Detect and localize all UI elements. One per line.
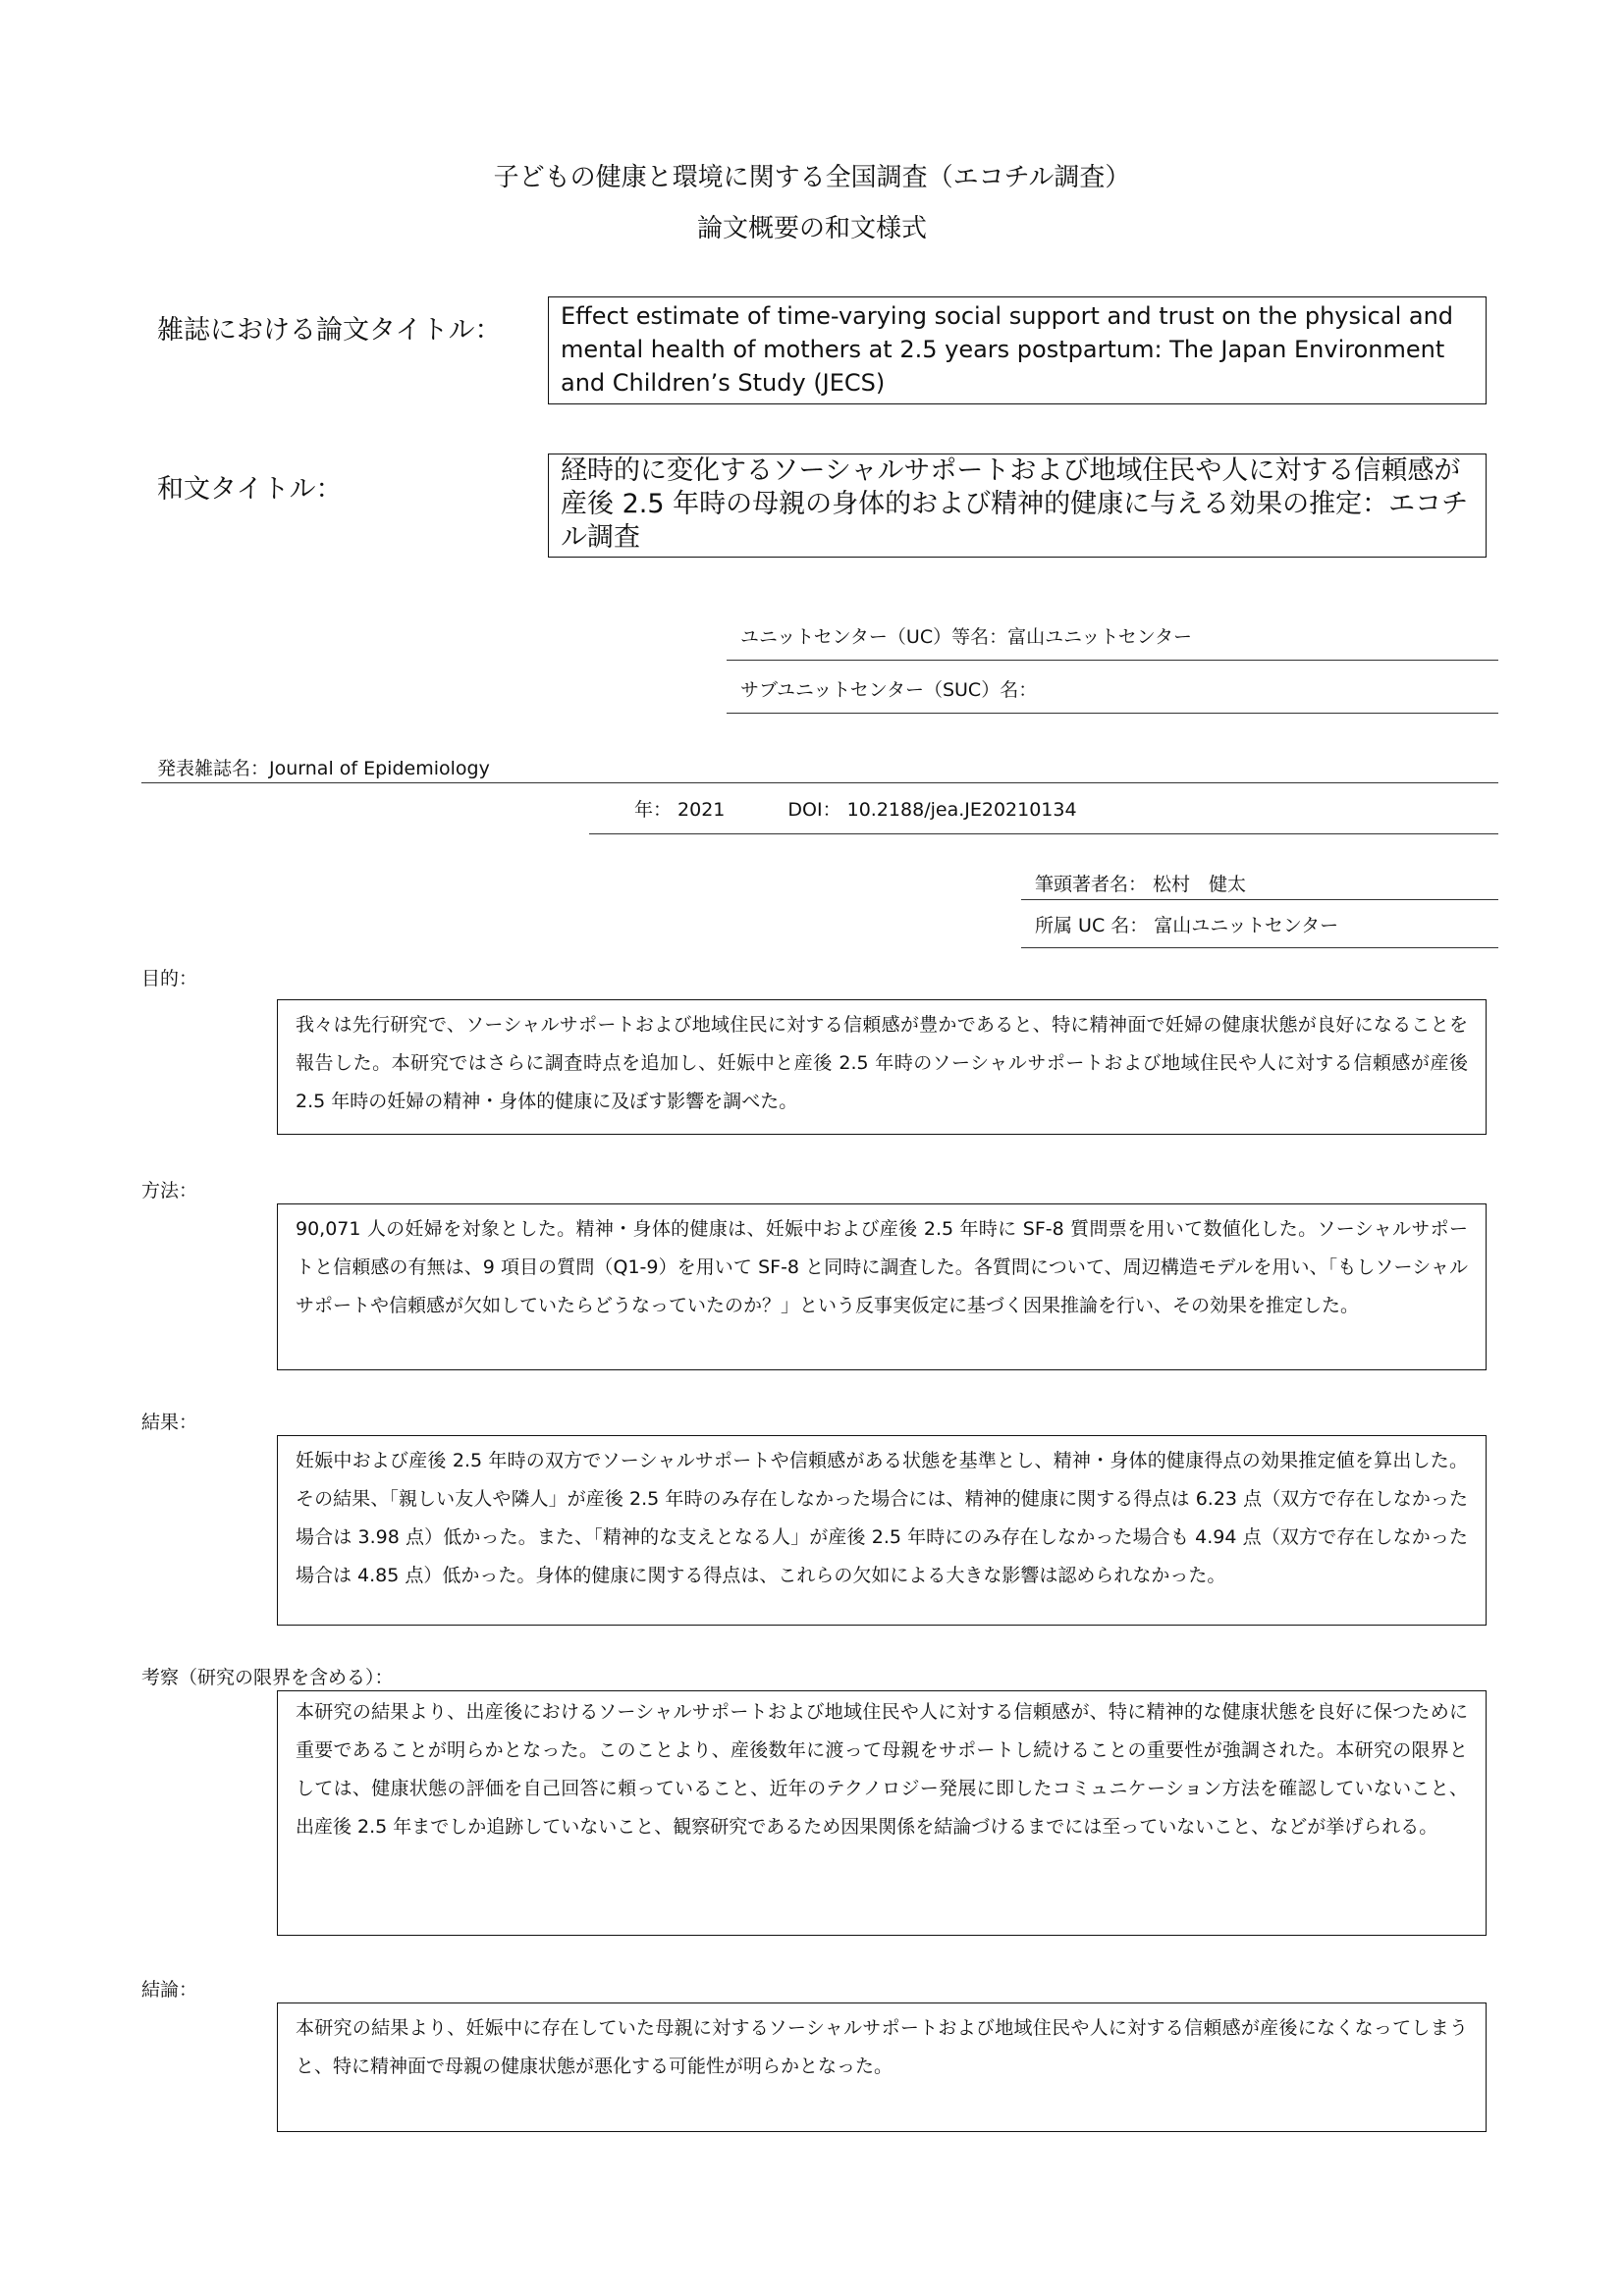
doi-value: 10.2188/jea.JE20210134 <box>846 799 1077 821</box>
unit-center-label: ユニットセンター（UC）等名： <box>740 626 1008 648</box>
discussion-box <box>277 1690 1487 1936</box>
journal-title-text: Effect estimate of time-varying social support and trust on the physical and mental health of mothers at 2.5 years postpartum: The Japan Environment and Children’s Study (JECS) <box>561 302 1454 397</box>
results-text: 妊娠中および産後 2.5 年時の双方でソーシャルサポートや信頼感がある状態を基準とし、精神・身体的健康得点の効果推定値を算出した。その結果、「親しい友人や隣人」が産後 2.5 年時のみ存在しなかった場合には、精神的健康に関する得点は 6.23 点（双方で存在しなかった場合は 3.98 点）低かった。また、「精神的な支えとなる人」が産後 2.5 年時にのみ存在しなかった場合も 4.94 点（双方で存在しなかった場合は 4.85 点）低かった。身体的健康に関する得点は、これらの欠如による大きな影響は認められなかった。 <box>296 1450 1468 1586</box>
sub-unit-center-field <box>727 675 1498 714</box>
discussion-label: 考察（研究の限界を含める）： <box>141 1667 394 1688</box>
purpose-box <box>277 999 1487 1135</box>
unit-center-value: 富山ユニットセンター <box>1007 626 1193 648</box>
purpose-label: 目的： <box>141 968 198 989</box>
year-label: 年： <box>634 799 673 821</box>
form-header-subtitle: 論文概要の和文様式 <box>696 214 927 243</box>
first-author-field <box>1021 870 1498 900</box>
first-author-value: 松村 健太 <box>1153 874 1247 895</box>
journal-name-field <box>141 754 1498 783</box>
journal-title-box <box>548 296 1487 404</box>
method-label: 方法： <box>141 1180 198 1201</box>
sub-unit-center-label: サブユニットセンター（SUC）名： <box>740 679 1038 701</box>
affiliation-value: 富山ユニットセンター <box>1154 915 1339 936</box>
conclusion-label: 結論： <box>141 1979 198 2001</box>
form-header-title: 子どもの健康と環境に関する全国調査（エコチル調査） <box>493 163 1131 192</box>
purpose-text: 我々は先行研究で、ソーシャルサポートおよび地域住民に対する信頼感が豊かであると、特に精神面で妊婦の健康状態が良好になることを報告した。本研究ではさらに調査時点を追加し、妊娠中と産後 2.5 年時のソーシャルサポートおよび地域住民や人に対する信頼感が産後 2.5 年時の妊婦の精神・身体的健康に及ぼす影響を調べた。 <box>296 1014 1468 1112</box>
affiliation-field <box>1021 911 1498 948</box>
doi-label: DOI： <box>787 799 841 821</box>
results-label: 結果： <box>141 1412 198 1433</box>
discussion-text: 本研究の結果より、出産後におけるソーシャルサポートおよび地域住民や人に対する信頼感が、特に精神的な健康状態を良好に保つために重要であることが明らかとなった。このことより、産後数年に渡って母親をサポートし続けることの重要性が強調された。本研究の限界としては、健康状態の評価を自己回答に頼っていること、近年のテクノロジー発展に即したコミュニケーション方法を確認していないこと、出産後 2.5 年までしか追跡していないこと、観察研究であるため因果関係を結論づけるまでには至っていないこと、などが挙げられる。 <box>296 1701 1468 1838</box>
unit-center-field <box>727 622 1498 661</box>
year-value: 2021 <box>677 799 726 821</box>
japanese-title-box <box>548 454 1487 558</box>
japanese-title-text: 経時的に変化するソーシャルサポートおよび地域住民や人に対する信頼感が産後 2.5 年時の母親の身体的および精神的健康に与える効果の推定：エコチル調査 <box>561 455 1469 553</box>
conclusion-box <box>277 2002 1487 2132</box>
year-doi-field <box>589 795 1498 834</box>
affiliation-label: 所属 UC 名： <box>1035 915 1149 936</box>
journal-name-label: 発表雑誌名： <box>157 758 270 779</box>
journal-name-value: Journal of Epidemiology <box>269 758 490 779</box>
journal-title-label: 雑誌における論文タイトル： <box>157 315 502 346</box>
method-text: 90,071 人の妊婦を対象とした。精神・身体的健康は、妊娠中および産後 2.5 年時に SF-8 質問票を用いて数値化した。ソーシャルサポートと信頼感の有無は、9 項目の質問（Q1-9）を用いて SF-8 と同時に調査した。各質問について、周辺構造モデルを用い、「もしソーシャルサポートや信頼感が欠如していたらどうなっていたのか？」という反事実仮定に基づく因果推論を行い、その効果を推定した。 <box>296 1218 1468 1316</box>
method-box <box>277 1203 1487 1370</box>
conclusion-text: 本研究の結果より、妊娠中に存在していた母親に対するソーシャルサポートおよび地域住民や人に対する信頼感が産後になくなってしまうと、特に精神面で母親の健康状態が悪化する可能性が明らかとなった。 <box>296 2017 1468 2077</box>
japanese-title-label: 和文タイトル： <box>157 474 343 505</box>
first-author-label: 筆頭著者名： <box>1035 874 1148 895</box>
results-box <box>277 1435 1487 1626</box>
